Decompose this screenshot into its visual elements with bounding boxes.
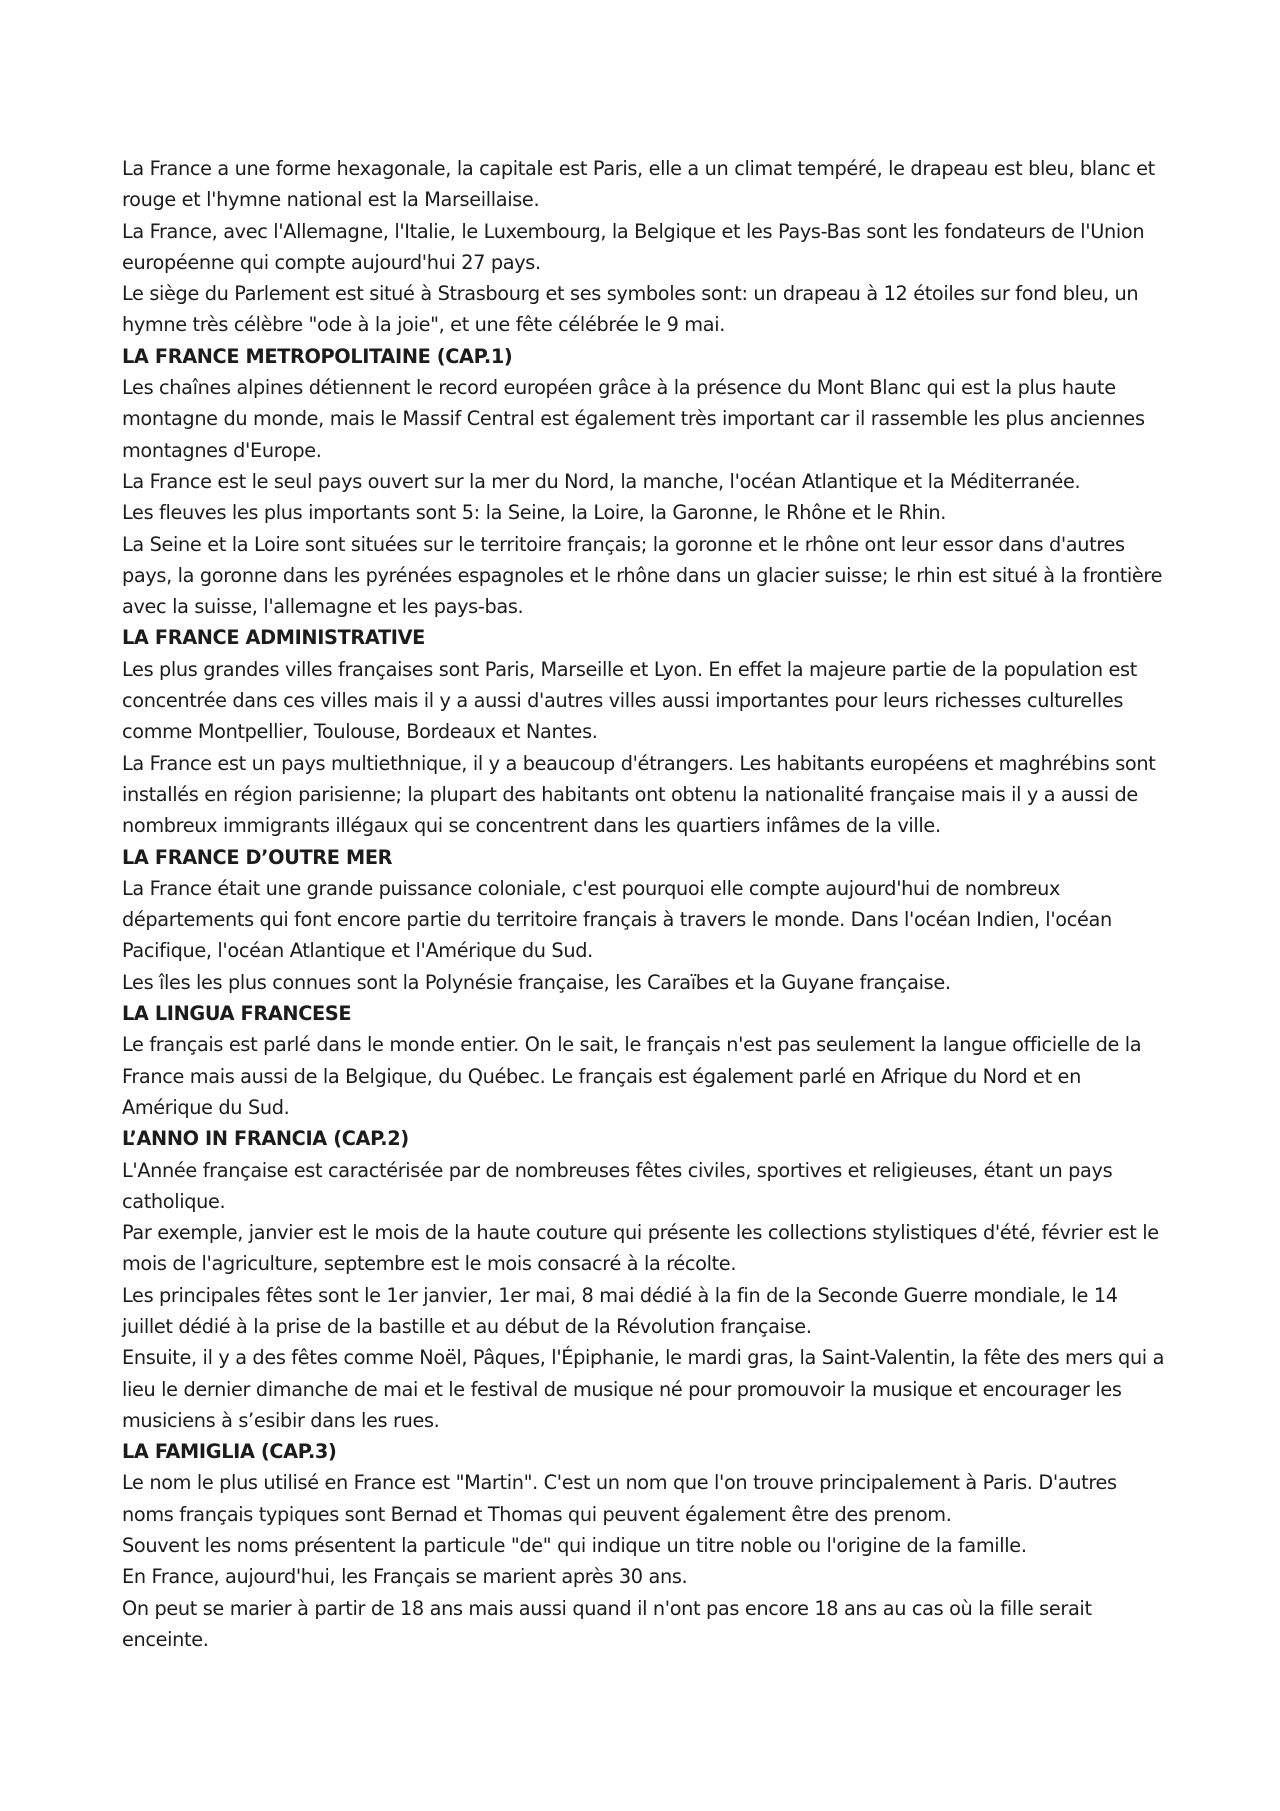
paragraph-cities: Les plus grandes villes françaises sont Paris, Marseille et Lyon. En effet la majeure partie de la population est concentrée dans ces villes mais il y a aussi d'autres villes aussi importantes pour leurs richesses culturelles comme Montpellier, Toulouse, Bordeaux et Nantes. xyxy=(122,657,1137,744)
paragraph-year: L'Année française est caractérisée par de nombreuses fêtes civiles, sportives et religieuses, étant un pays catholique. xyxy=(122,1158,1113,1213)
paragraph-islands: Les îles les plus connues sont la Polynésie française, les Caraïbes et la Guyane française. xyxy=(122,970,951,994)
paragraph-months: Par exemple, janvier est le mois de la haute couture qui présente les collections stylistiques d'été, février est le mois de l'agriculture, septembre est le mois consacré à la récolte. xyxy=(122,1221,1159,1276)
paragraph-language: Le français est parlé dans le monde entier. On le sait, le français n'est pas seulement la langue officielle de la France mais aussi de la Belgique, du Québec. Le français est également parlé en Afrique du Nord et en Amérique du Sud. xyxy=(122,1033,1142,1119)
paragraph-intro: La France a une forme hexagonale, la capitale est Paris, elle a un climat tempéré, le drapeau est bleu, blanc et rouge et l'hymne national est la Marseillaise. xyxy=(122,157,1155,212)
paragraph-marriage-minimum: On peut se marier à partir de 18 ans mais aussi quand il n'ont pas encore 18 ans au cas où la fille serait enceinte. xyxy=(122,1596,1092,1651)
paragraph-rivers: Les fleuves les plus importants sont 5: la Seine, la Loire, la Garonne, le Rhône et le Rhin. xyxy=(122,501,947,525)
paragraph-marriage-age: En France, aujourd'hui, les Français se marient après 30 ans. xyxy=(122,1565,688,1589)
heading-lingua-francese: LA LINGUA FRANCESE xyxy=(122,1002,352,1026)
paragraph-seas: La France est le seul pays ouvert sur la mer du Nord, la manche, l'océan Atlantique et la Méditerranée. xyxy=(122,469,1081,493)
paragraph-mountains: Les chaînes alpines détiennent le record européen grâce à la présence du Mont Blanc qui est la plus haute montagne du monde, mais le Massif Central est également très important car il rassemble les plus anciennes montagnes d'Europe. xyxy=(122,376,1145,462)
document-page xyxy=(122,153,1167,1655)
paragraph-multiethnic: La France est un pays multiethnique, il y a beaucoup d'étrangers. Les habitants européens et maghrébins sont installés en région parisienne; la plupart des habitants ont obtenu la nationalité française mais il y a aussi de nombreux immigrants illégaux qui se concentrent dans les quartiers infâmes de la ville. xyxy=(122,751,1156,838)
heading-france-administrative: LA FRANCE ADMINISTRATIVE xyxy=(122,626,425,650)
paragraph-particle: Souvent les noms présentent la particule "de" qui indique un titre noble ou l'origine de la famille. xyxy=(122,1534,1027,1558)
paragraph-parliament: Le siège du Parlement est situé à Strasbourg et ses symboles sont: un drapeau à 12 étoiles sur fond bleu, un hymne très célèbre "ode à la joie", et une fête célébrée le 9 mai. xyxy=(122,282,1139,337)
paragraph-eu-founders: La France, avec l'Allemagne, l'Italie, le Luxembourg, la Belgique et les Pays-Bas sont les fondateurs de l'Union européenne qui compte aujourd'hui 27 pays. xyxy=(122,219,1145,274)
heading-anno-in-francia: L’ANNO IN FRANCIA (CAP.2) xyxy=(122,1127,409,1151)
heading-france-outre-mer: LA FRANCE D’OUTRE MER xyxy=(122,845,393,869)
paragraph-river-sources: La Seine et la Loire sont situées sur le territoire français; la goronne et le rhône ont leur essor dans d'autres pays, la goronne dans les pyrénées espagnoles et le rhône dans un glacier suisse; le rhin est situé à la frontière avec la suisse, l'allemagne et les pays-bas. xyxy=(122,532,1163,619)
paragraph-other-holidays: Ensuite, il y a des fêtes comme Noël, Pâques, l'Épiphanie, le mardi gras, la Saint-Valentin, la fête des mers qui a lieu le dernier dimanche de mai et le festival de musique né pour promouvoir la musique et encourager les musiciens à s’esibir dans les rues. xyxy=(122,1346,1165,1432)
heading-france-metropolitaine: LA FRANCE METROPOLITAINE (CAP.1) xyxy=(122,344,513,368)
heading-famiglia: LA FAMIGLIA (CAP.3) xyxy=(122,1440,337,1464)
paragraph-main-holidays: Les principales fêtes sont le 1er janvier, 1er mai, 8 mai dédié à la fin de la Seconde Guerre mondiale, le 14 juillet dédié à la prise de la bastille et au début de la Révolution française. xyxy=(122,1283,1118,1338)
paragraph-names: Le nom le plus utilisé en France est "Martin". C'est un nom que l'on trouve principalement à Paris. D'autres noms français typiques sont Bernad et Thomas qui peuvent également être des prenom. xyxy=(122,1471,1117,1526)
paragraph-colonial: La France était une grande puissance coloniale, c'est pourquoi elle compte aujourd'hui de nombreux départements qui font encore partie du territoire français à travers le monde. Dans l'océan Indien, l'océan Pacifique, l'océan Atlantique et l'Amérique du Sud. xyxy=(122,876,1112,963)
